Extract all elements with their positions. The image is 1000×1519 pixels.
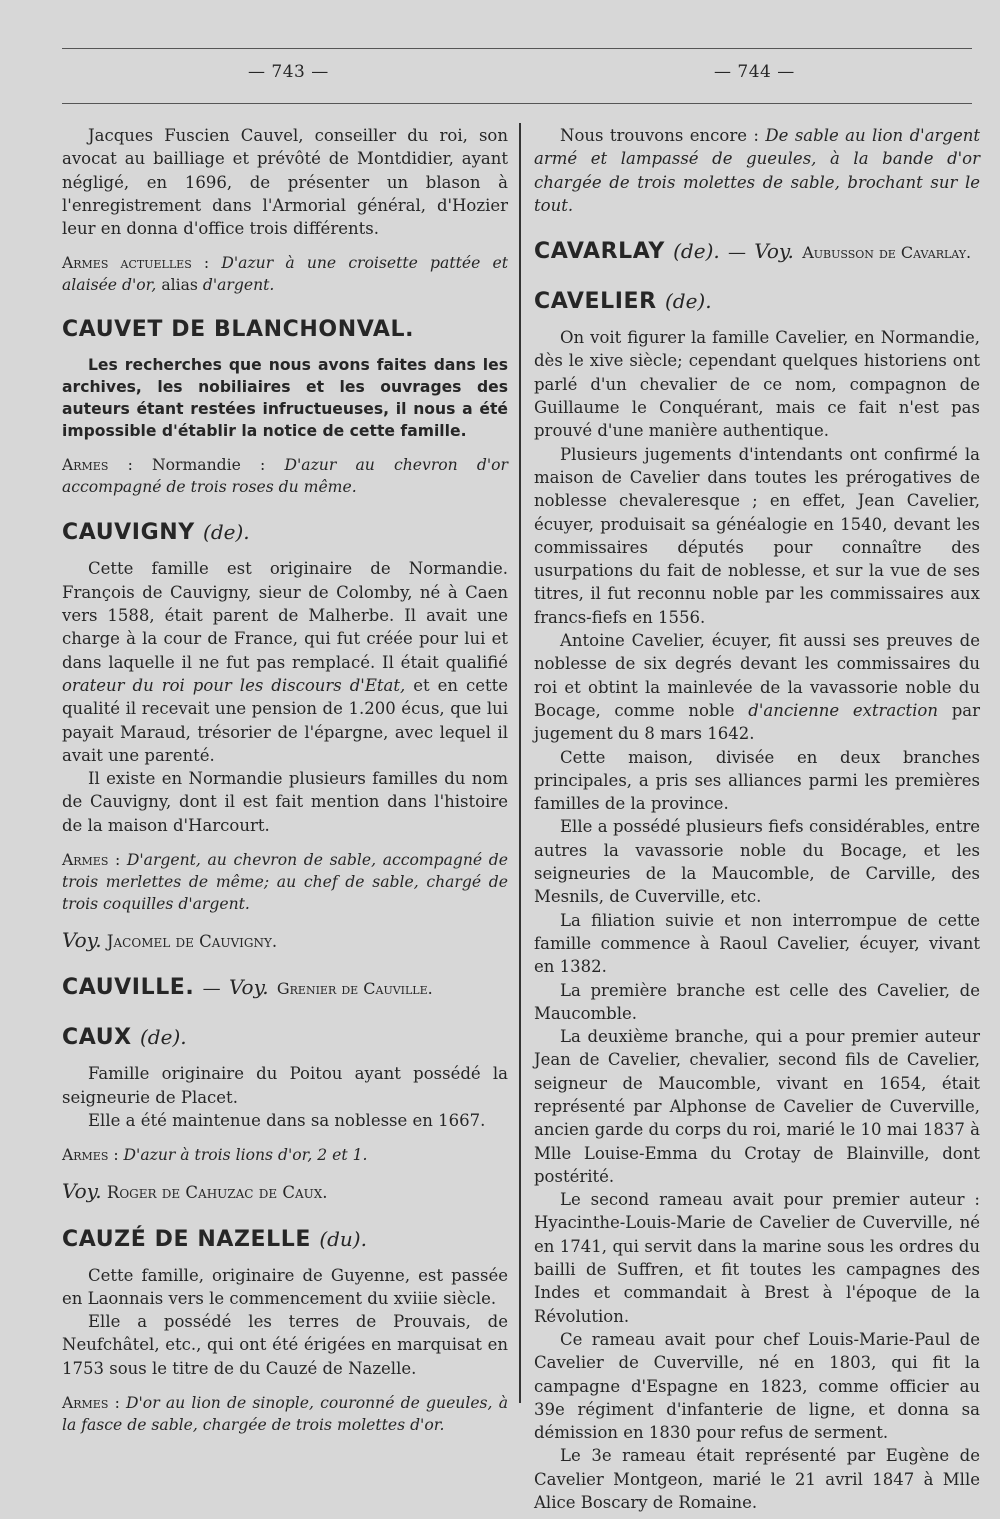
entry-particle: (de). (203, 520, 250, 545)
armes-blazon: D'azur à trois lions d'or, 2 et 1. (123, 1146, 368, 1165)
armes-blazon: D'azur au chevron d'or accompagné de trois roses du même. (62, 456, 509, 497)
text-run-italic: d'ancienne extraction (748, 700, 938, 720)
entry-title-caux (62, 1023, 508, 1052)
cauvigny-paragraph-2: Il existe en Normandie plusieurs familles du nom de Cauvigny, dont il est fait mention dans l'histoire de la maison d'Harcourt. (62, 769, 508, 835)
voy-word: Voy. (228, 975, 269, 1000)
armes-label: Armes actuelles (62, 254, 192, 273)
nazelle-paragraph-1: Cette famille, originaire de Guyenne, est passée en Laonnais vers le commencement du xviiie siècle. (62, 1265, 508, 1308)
text-run: par jugement du 8 mars 1642. (534, 700, 980, 744)
voy-word: Voy. (62, 928, 102, 953)
right-intro-paragraph (534, 124, 980, 217)
cauvigny-see-also (62, 929, 508, 953)
left-column (62, 124, 508, 1436)
cavelier-paragraph-7: La première branche est celle des Cavelier, de Maucomble. (534, 980, 980, 1023)
entry-name: CAUVILLE. (62, 975, 195, 1001)
entry-name: CAUVIGNY (62, 520, 195, 546)
armes-blazon: D'argent, au chevron de sable, accompagné de trois merlettes de même; au chef de sable, chargé de trois coquilles d'argent. (62, 851, 508, 914)
column-divider (519, 123, 521, 1403)
armes-blazon-alt: d'argent. (202, 276, 275, 295)
entry-dash: — (202, 978, 221, 1000)
page-number-left: — 743 — (248, 62, 329, 82)
text-run-italic: orateur du roi pour les discours d'Etat, (62, 675, 406, 695)
blanchonval-armes: Armes : Normandie : D'azur au chevron d'or accompagné de trois roses du même. (62, 456, 509, 497)
cavelier-paragraph-4: Cette maison, divisée en deux branches principales, a pris ses alliances parmi les premières familles de la province. (534, 747, 980, 814)
cavelier-paragraph-10: Ce rameau avait pour chef Louis-Marie-Paul de Cavelier de Cuverville, né en 1803, qui fit la campagne d'Espagne en 1823, comme officier au 39e régiment d'infanterie de ligne, et donna sa démission en 1830 pour refus de serment. (534, 1329, 980, 1443)
armes-blazon: D'or au lion de sinople, couronné de gueules, à la fasce de sable, chargée de trois molettes d'or. (62, 1394, 508, 1435)
entry-title-cauze-de-nazelle (62, 1225, 508, 1254)
armes-label: Armes (62, 851, 109, 870)
top-rule (62, 48, 972, 49)
armes-region: Normandie : (152, 456, 266, 475)
entry-dash: — (728, 242, 746, 264)
voy-reference: Grenier de Cauville. (276, 979, 433, 999)
cavelier-paragraph-8: La deuxième branche, qui a pour premier auteur Jean de Cavelier, chevalier, second fils de Cavelier, seigneur de Maucomble, vivant en 1654, était représenté par Alphonse de Cavelier de Cuverville, ancien garde du corps du roi, marié le 10 mai 1837 à Mlle Louise-Emma du Crotay de Blainville, dont postérité. (534, 1027, 980, 1186)
intro-paragraph: Jacques Fuscien Cauvel, conseiller du roi, son avocat au bailliage et prévôté de Montdidier, ayant négligé, en 1696, de présenter un blason à l'enregistrement dans l'Armorial général, d'Hozier leur en donna d'office trois différents. (62, 126, 508, 239)
cavelier-paragraph-5: Elle a possédé plusieurs fiefs considérables, entre autres la vavassorie noble du Bocage, et les seigneuries de la Maucomble, de Carville, des Mesnils, de Cuverville, etc. (534, 817, 980, 907)
caux-paragraph-1: Famille originaire du Poitou ayant possédé la seigneurie de Placet. (62, 1064, 508, 1107)
entry-title-cavarlay (534, 237, 980, 267)
entry-title-cauvet-de-blanchonval: CAUVET DE BLANCHONVAL. (62, 317, 415, 343)
right-column (534, 124, 980, 1514)
nazelle-paragraph-2: Elle a possédé les terres de Prouvais, de Neufchâtel, etc., qui ont été érigées en marquisat en 1753 sous le titre de du Cauzé de Nazelle. (62, 1312, 508, 1378)
entry-particle: (de). (664, 289, 712, 314)
caux-armes: Armes : D'azur à trois lions d'or, 2 et 1. (62, 1146, 368, 1165)
voy-word: Voy. (62, 1179, 102, 1204)
armes-alias: alias (161, 276, 198, 295)
entry-title-cauville (62, 973, 508, 1003)
cavelier-paragraph-9: Le second rameau avait pour premier auteur : Hyacinthe-Louis-Marie de Cavelier de Cuverville, né en 1741, qui servit dans la marine sous les ordres du bailli de Suffren, et fit toutes les campagnes des Indes et commandait à Brest à l'époque de la Révolution. (534, 1190, 980, 1326)
text-run-italic: De sable au lion d'argent armé et lampassé de gueules, à la bande d'or chargée de trois molettes de sable, brochant sur le tout. (534, 126, 981, 215)
entry-name: CAVARLAY (534, 239, 665, 265)
text-run: Cette famille est originaire de Normandie. François de Cauvigny, sieur de Colomby, né à Caen vers 1588, était parent de Malherbe. Il avait une charge à la cour de France, qui fut créée pour lui et dans laquelle il ne fut pas remplacé. Il était qualifié (62, 559, 508, 672)
armes-blazon: D'azur à une croisette pattée et alaisée d'or, (62, 254, 508, 295)
cavelier-paragraph-6: La filiation suivie et non interrompue de cette famille commence à Raoul Cavelier, écuyer, vivant en 1382. (534, 910, 980, 977)
text-run: Nous trouvons encore : (560, 126, 759, 145)
armes-label: Armes (62, 456, 109, 475)
entry-particle: (de). (140, 1025, 187, 1050)
entry-name: CAVELIER (534, 289, 657, 315)
entry-name: CAUX (62, 1025, 132, 1051)
caux-see-also (62, 1180, 508, 1204)
intro-armes: Armes actuelles : D'azur à une croisette pattée et alaisée d'or, alias d'argent. (62, 254, 508, 295)
cavelier-paragraph-2: Plusieurs jugements d'intendants ont confirmé la maison de Cavelier dans toutes les prérogatives de noblesse chevaleresque ; en effet, Jean Cavelier, écuyer, produisait sa généalogie en 1540, devant les commissaires députés pour connaître des usurpations du fait de noblesse, et sur la vue de ses titres, il fut reconnu noble par les commissaires aux francs-fiefs en 1556. (534, 444, 980, 627)
text-run: Antoine Cavelier, écuyer, fit aussi ses preuves de noblesse de six degrés devant les commissaires du roi et obtint la mainlevée de la vavassorie noble du Bocage, comme noble (534, 631, 980, 720)
voy-word: Voy. (754, 239, 794, 264)
cauvigny-paragraph-1 (62, 557, 508, 767)
entry-title-cavelier (534, 287, 980, 316)
blanchonval-paragraph: Les recherches que nous avons faites dans les archives, les nobiliaires et les ouvrages des auteurs étant restées infructueuses, il nous a été impossible d'établir la notice de cette famille. (62, 356, 508, 441)
header-rule (62, 103, 972, 104)
entry-title-cauvigny (62, 518, 508, 547)
voy-reference: Jacomel de Cauvigny. (106, 932, 278, 952)
cavelier-paragraph-1: On voit figurer la famille Cavelier, en Normandie, dès le xive siècle; cependant quelques historiens ont parlé d'un chevalier de ce nom, compagnon de Guillaume le Conquérant, mais ce fait n'est pas prouvé d'une manière authentique. (534, 328, 980, 441)
entry-name: CAUZÉ DE NAZELLE (62, 1226, 312, 1252)
cauvigny-armes: Armes : D'argent, au chevron de sable, accompagné de trois merlettes de même; au chef de sable, chargé de trois coquilles d'argent. (62, 851, 508, 914)
text-run: et en cette qualité il recevait une pension de 1.200 écus, que lui payait Maraud, trésorier de l'épargne, avec lequel il avait une parenté. (62, 675, 509, 765)
caux-paragraph-2: Elle a été maintenue dans sa noblesse en 1667. (88, 1110, 486, 1130)
voy-reference: Aubusson de Cavarlay. (802, 243, 972, 263)
cavelier-paragraph-11: Le 3e rameau était représenté par Eugène de Cavelier Montgeon, marié le 21 avril 1847 à Mlle Alice Boscary de Romaine. (534, 1446, 980, 1513)
armes-label: Armes (62, 1394, 109, 1413)
armes-label: Armes (62, 1146, 109, 1165)
entry-particle: (du). (319, 1226, 367, 1251)
nazelle-armes: Armes : D'or au lion de sinople, couronné de gueules, à la fasce de sable, chargée de trois molettes d'or. (62, 1394, 508, 1435)
page-number-right: — 744 — (714, 62, 795, 82)
voy-reference: Roger de Cahuzac de Caux. (106, 1183, 328, 1203)
entry-particle: (de). (673, 239, 720, 264)
cavelier-paragraph-3 (534, 629, 980, 745)
